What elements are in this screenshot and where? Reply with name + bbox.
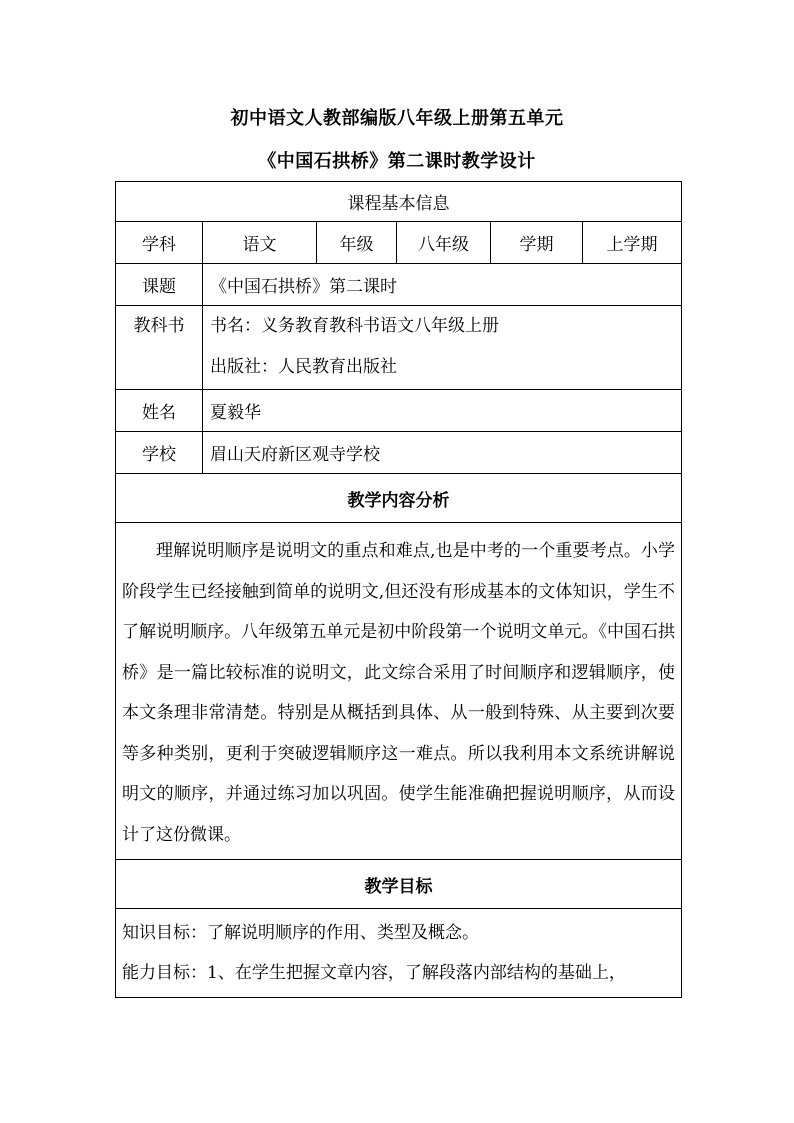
school-row <box>116 432 682 474</box>
topic-label: 课题 <box>116 264 203 306</box>
course-info-header-row <box>116 182 682 222</box>
analysis-heading: 教学内容分析 <box>116 474 682 523</box>
topic-row <box>116 264 682 306</box>
name-label: 姓名 <box>116 390 203 432</box>
subject-value: 语文 <box>203 222 317 264</box>
document-title: 初中语文人教部编版八年级上册第五单元 <box>230 108 564 129</box>
school-label: 学校 <box>116 432 203 474</box>
textbook-label: 教科书 <box>133 316 185 336</box>
textbook-row <box>116 306 682 390</box>
school-value: 眉山天府新区观寺学校 <box>203 432 682 474</box>
name-row <box>116 390 682 432</box>
topic-value: 《中国石拱桥》第二课时 <box>203 264 682 306</box>
grade-label: 年级 <box>317 222 397 264</box>
textbook-name: 书名：义务教育教科书语文八年级上册 <box>210 316 499 336</box>
knowledge-goal: 知识目标：了解说明顺序的作用、类型及概念。 <box>122 923 479 943</box>
goals-body-row <box>116 909 682 998</box>
term-value: 上学期 <box>583 222 682 264</box>
goals-heading: 教学目标 <box>116 860 682 909</box>
analysis-paragraph: 理解说明顺序是说明文的重点和难点,也是中考的一个重要考点。小学阶段学生已经接触到简单的说明文,但还没有形成基本的文体知识，学生不了解说明顺序。八年级第五单元是初中阶段第一个说明文单元。《中国石拱桥》是一篇比较标准的说明文，此文综合采用了时间顺序和逻辑顺序，使本文条理非常清楚。特别是从概括到具体、从一般到特殊、从主要到次要等多种类别，更利于突破逻辑顺序这一难点。所以我利用本文系统讲解说明文的顺序，并通过练习加以巩固。使学生能准确把握说明顺序，从而设计了这份微课。 <box>122 541 676 845</box>
subject-row <box>116 222 682 264</box>
lesson-plan-table <box>115 181 682 998</box>
grade-value: 八年级 <box>397 222 491 264</box>
course-info-heading: 课程基本信息 <box>116 182 682 222</box>
name-value: 夏毅华 <box>203 390 682 432</box>
textbook-publisher: 出版社：人民教育出版社 <box>210 357 397 377</box>
ability-goal: 能力目标：1、在学生把握文章内容，了解段落内部结构的基础上， <box>122 963 626 983</box>
analysis-header-row <box>116 474 682 523</box>
document-subtitle: 《中国石拱桥》第二课时教学设计 <box>258 151 536 172</box>
term-label: 学期 <box>491 222 583 264</box>
textbook-value-cell <box>203 306 682 390</box>
goals-body <box>116 909 682 998</box>
analysis-body-row <box>116 523 682 860</box>
goals-header-row <box>116 860 682 909</box>
analysis-body <box>116 523 682 860</box>
textbook-label-cell <box>116 306 203 390</box>
subject-label: 学科 <box>116 222 203 264</box>
